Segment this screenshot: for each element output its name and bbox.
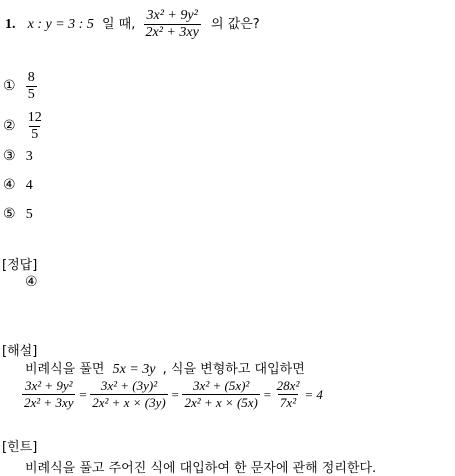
- option-5-marker: ⑤: [3, 206, 16, 222]
- question-ratio: x : y = 3 : 5: [27, 17, 94, 32]
- option-1-denominator: 5: [27, 87, 35, 102]
- option-2[interactable]: [3, 110, 44, 143]
- solution-f1-num: 3x² + 9y²: [24, 378, 73, 393]
- solution-f1-den: 2x² + 3xy: [24, 395, 74, 410]
- answer-value: ④: [25, 274, 38, 290]
- solution-fraction-2: [90, 378, 167, 411]
- solution-fraction-4: [275, 378, 302, 411]
- option-4[interactable]: [3, 177, 33, 194]
- option-2-denominator: 5: [31, 127, 39, 142]
- solution-derivation: [22, 378, 323, 411]
- question-line: [5, 8, 260, 41]
- solution-heading: [해설]: [2, 344, 38, 359]
- equals-sign: =: [78, 386, 88, 402]
- question-value-phrase: 의 값은?: [210, 17, 260, 32]
- option-5-value: 5: [25, 207, 33, 222]
- option-3-value: 3: [25, 149, 33, 164]
- solution-line-1: [25, 358, 305, 378]
- solution-f4-den: 7x²: [279, 395, 297, 410]
- question-fraction-numerator: 3x² + 9y²: [146, 8, 198, 23]
- solution-f3-num: 3x² + (5x)²: [193, 378, 250, 393]
- option-2-numerator: 12: [27, 110, 42, 125]
- question-fraction: [144, 8, 201, 41]
- solution-f3-den: 2x² + x × (5x): [184, 395, 258, 410]
- option-4-value: 4: [25, 178, 33, 193]
- solution-f4-num: 28x²: [276, 378, 300, 393]
- solution-fraction-3: [182, 378, 259, 411]
- option-3[interactable]: [3, 148, 33, 165]
- option-5[interactable]: [3, 206, 33, 223]
- option-1-marker: ①: [3, 78, 16, 94]
- hint-text: 비례식을 풀고 주어진 식에 대입하여 한 문자에 관해 정리한다.: [25, 461, 377, 476]
- option-2-marker: ②: [3, 118, 16, 134]
- hint-heading: [힌트]: [2, 440, 38, 455]
- equals-sign: =: [262, 386, 272, 402]
- option-4-marker: ④: [3, 177, 16, 193]
- option-1[interactable]: [3, 70, 37, 103]
- solution-f2-num: 3x² + (3y)²: [100, 378, 158, 393]
- solution-equation: 5x = 3y: [112, 362, 156, 377]
- question-number: 1.: [5, 17, 16, 32]
- option-1-numerator: 8: [27, 70, 35, 85]
- solution-f2-den: 2x² + x × (3y): [92, 395, 166, 410]
- solution-fraction-1: [22, 378, 75, 411]
- option-2-fraction: [26, 110, 44, 143]
- question-fraction-denominator: 2x² + 3xy: [145, 25, 199, 40]
- option-3-marker: ③: [3, 148, 16, 164]
- solution-result: = 4: [304, 386, 323, 402]
- question-when: 일 때,: [101, 17, 136, 32]
- equals-sign: =: [170, 386, 180, 402]
- solution-text-b: , 식을 변형하고 대입하면: [162, 362, 305, 377]
- option-1-fraction: [26, 70, 37, 103]
- solution-text-a: 비례식을 풀면: [25, 362, 105, 377]
- answer-heading: [정답]: [2, 258, 38, 273]
